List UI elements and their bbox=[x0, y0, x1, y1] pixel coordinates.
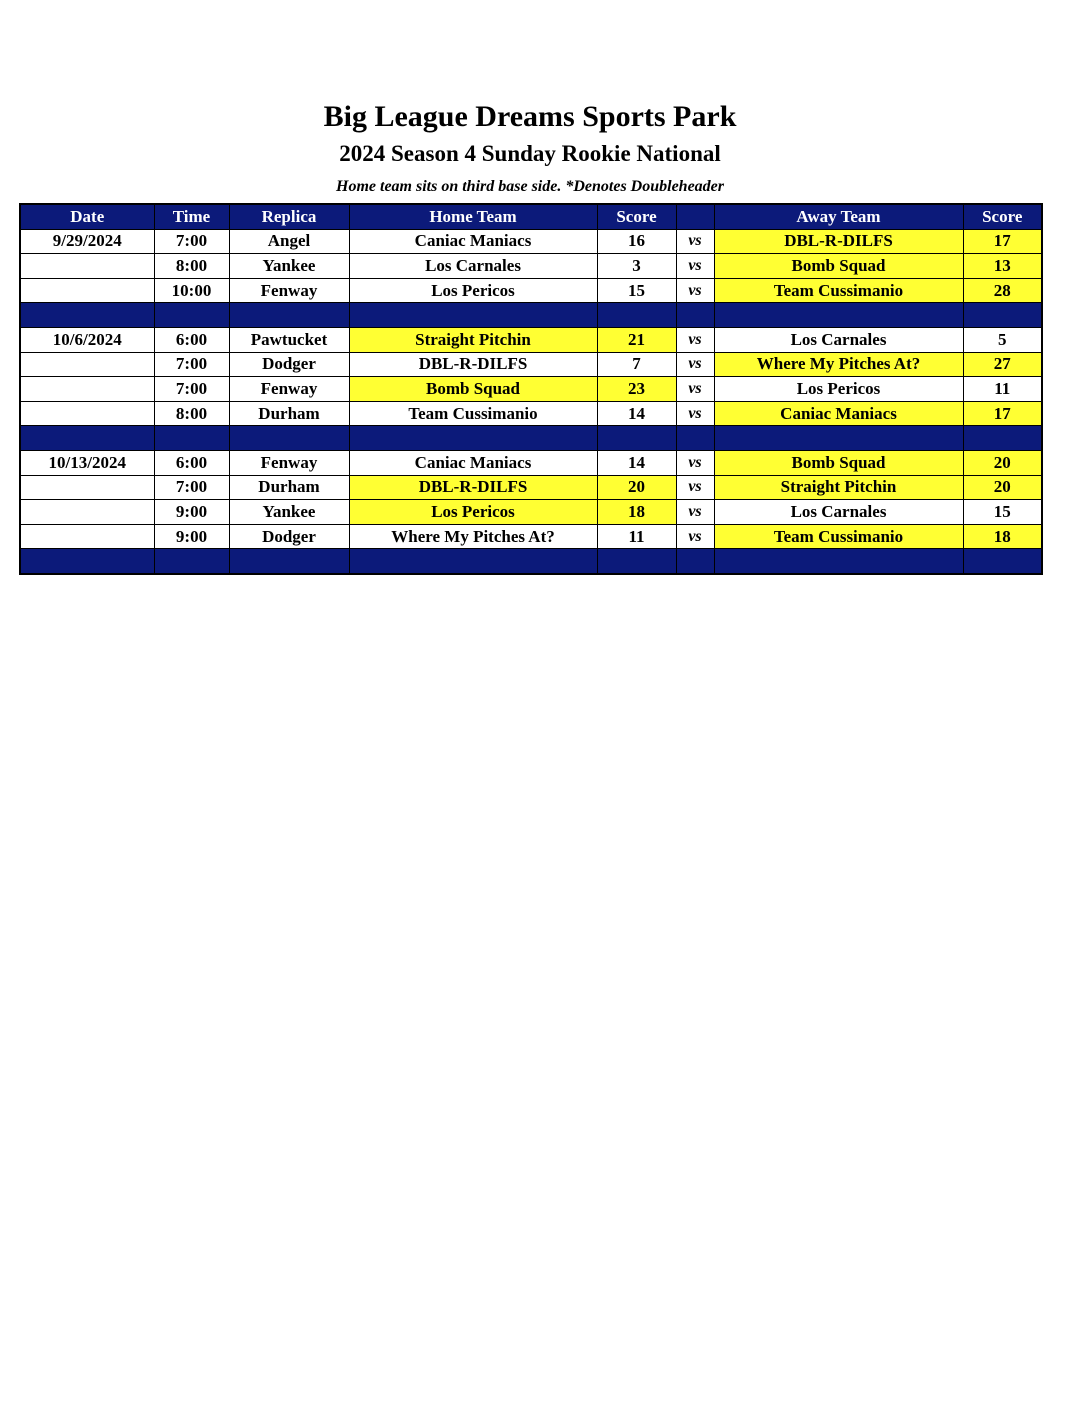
cell-away-score: 27 bbox=[963, 352, 1042, 377]
cell-date bbox=[20, 401, 154, 426]
separator-cell bbox=[349, 303, 597, 328]
cell-home-team: Los Pericos bbox=[349, 278, 597, 303]
separator-cell bbox=[597, 303, 676, 328]
cell-replica: Dodger bbox=[229, 524, 349, 549]
separator-cell bbox=[20, 426, 154, 451]
cell-away-team: Los Carnales bbox=[714, 327, 963, 352]
schedule-note: Home team sits on third base side. *Denotes Doubleheader bbox=[336, 178, 724, 195]
separator-cell bbox=[714, 549, 963, 574]
separator-cell bbox=[154, 303, 229, 328]
cell-away-team: Team Cussimanio bbox=[714, 524, 963, 549]
cell-replica: Dodger bbox=[229, 352, 349, 377]
cell-replica: Durham bbox=[229, 475, 349, 500]
cell-home-score: 7 bbox=[597, 352, 676, 377]
cell-vs: vs bbox=[676, 450, 714, 475]
cell-away-score: 17 bbox=[963, 229, 1042, 254]
table-row bbox=[20, 401, 1042, 426]
cell-home-team: Bomb Squad bbox=[349, 377, 597, 402]
separator-cell bbox=[154, 426, 229, 451]
cell-time: 8:00 bbox=[154, 401, 229, 426]
cell-date: 9/29/2024 bbox=[20, 229, 154, 254]
cell-date bbox=[20, 500, 154, 525]
cell-vs: vs bbox=[676, 475, 714, 500]
cell-date bbox=[20, 524, 154, 549]
table-row bbox=[20, 327, 1042, 352]
cell-away-team: Los Carnales bbox=[714, 500, 963, 525]
cell-away-team: DBL-R-DILFS bbox=[714, 229, 963, 254]
page-title: Big League Dreams Sports Park bbox=[323, 100, 737, 133]
cell-home-team: Los Carnales bbox=[349, 254, 597, 279]
separator-cell bbox=[349, 549, 597, 574]
cell-vs: vs bbox=[676, 278, 714, 303]
cell-time: 6:00 bbox=[154, 450, 229, 475]
separator-cell bbox=[154, 549, 229, 574]
cell-replica: Yankee bbox=[229, 500, 349, 525]
cell-time: 7:00 bbox=[154, 377, 229, 402]
separator-cell bbox=[20, 303, 154, 328]
cell-time: 8:00 bbox=[154, 254, 229, 279]
separator-cell bbox=[20, 549, 154, 574]
col-header-replica: Replica bbox=[229, 204, 349, 229]
cell-time: 10:00 bbox=[154, 278, 229, 303]
cell-home-score: 14 bbox=[597, 401, 676, 426]
separator-row bbox=[20, 426, 1042, 451]
table-row bbox=[20, 500, 1042, 525]
col-header-home-score: Score bbox=[597, 204, 676, 229]
cell-away-score: 18 bbox=[963, 524, 1042, 549]
cell-home-score: 20 bbox=[597, 475, 676, 500]
cell-time: 7:00 bbox=[154, 475, 229, 500]
table-row bbox=[20, 377, 1042, 402]
separator-cell bbox=[676, 549, 714, 574]
cell-home-score: 16 bbox=[597, 229, 676, 254]
cell-away-team: Straight Pitchin bbox=[714, 475, 963, 500]
separator-row bbox=[20, 549, 1042, 574]
cell-date bbox=[20, 377, 154, 402]
separator-cell bbox=[597, 549, 676, 574]
cell-time: 7:00 bbox=[154, 229, 229, 254]
cell-home-score: 11 bbox=[597, 524, 676, 549]
separator-cell bbox=[714, 426, 963, 451]
cell-home-team: Team Cussimanio bbox=[349, 401, 597, 426]
cell-away-score: 15 bbox=[963, 500, 1042, 525]
table-row bbox=[20, 229, 1042, 254]
separator-cell bbox=[676, 426, 714, 451]
cell-away-score: 20 bbox=[963, 450, 1042, 475]
cell-away-score: 13 bbox=[963, 254, 1042, 279]
cell-home-team: DBL-R-DILFS bbox=[349, 352, 597, 377]
separator-cell bbox=[676, 303, 714, 328]
cell-vs: vs bbox=[676, 524, 714, 549]
table-header-row bbox=[20, 204, 1042, 229]
separator-cell bbox=[229, 549, 349, 574]
table-row bbox=[20, 475, 1042, 500]
cell-away-team: Bomb Squad bbox=[714, 254, 963, 279]
cell-home-score: 14 bbox=[597, 450, 676, 475]
col-header-vs bbox=[676, 204, 714, 229]
cell-home-score: 3 bbox=[597, 254, 676, 279]
cell-vs: vs bbox=[676, 327, 714, 352]
cell-date: 10/13/2024 bbox=[20, 450, 154, 475]
cell-home-score: 18 bbox=[597, 500, 676, 525]
cell-away-score: 17 bbox=[963, 401, 1042, 426]
cell-vs: vs bbox=[676, 254, 714, 279]
cell-time: 9:00 bbox=[154, 500, 229, 525]
cell-away-score: 11 bbox=[963, 377, 1042, 402]
cell-replica: Durham bbox=[229, 401, 349, 426]
cell-away-score: 5 bbox=[963, 327, 1042, 352]
cell-vs: vs bbox=[676, 229, 714, 254]
cell-vs: vs bbox=[676, 352, 714, 377]
col-header-away-score: Score bbox=[963, 204, 1042, 229]
separator-row bbox=[20, 303, 1042, 328]
cell-time: 6:00 bbox=[154, 327, 229, 352]
separator-cell bbox=[349, 426, 597, 451]
col-header-time: Time bbox=[154, 204, 229, 229]
cell-away-team: Bomb Squad bbox=[714, 450, 963, 475]
separator-cell bbox=[229, 303, 349, 328]
separator-cell bbox=[229, 426, 349, 451]
col-header-home-team: Home Team bbox=[349, 204, 597, 229]
cell-away-score: 20 bbox=[963, 475, 1042, 500]
cell-away-team: Where My Pitches At? bbox=[714, 352, 963, 377]
schedule-table bbox=[19, 203, 1043, 575]
table-row bbox=[20, 524, 1042, 549]
cell-home-team: Straight Pitchin bbox=[349, 327, 597, 352]
cell-home-score: 23 bbox=[597, 377, 676, 402]
separator-cell bbox=[714, 303, 963, 328]
cell-replica: Fenway bbox=[229, 377, 349, 402]
cell-replica: Fenway bbox=[229, 450, 349, 475]
cell-vs: vs bbox=[676, 401, 714, 426]
cell-date bbox=[20, 278, 154, 303]
cell-away-team: Los Pericos bbox=[714, 377, 963, 402]
cell-home-team: Los Pericos bbox=[349, 500, 597, 525]
cell-away-team: Team Cussimanio bbox=[714, 278, 963, 303]
cell-date bbox=[20, 475, 154, 500]
cell-home-team: Caniac Maniacs bbox=[349, 450, 597, 475]
table-row bbox=[20, 352, 1042, 377]
cell-replica: Angel bbox=[229, 229, 349, 254]
separator-cell bbox=[597, 426, 676, 451]
separator-cell bbox=[963, 303, 1042, 328]
cell-date: 10/6/2024 bbox=[20, 327, 154, 352]
cell-away-team: Caniac Maniacs bbox=[714, 401, 963, 426]
cell-replica: Pawtucket bbox=[229, 327, 349, 352]
cell-away-score: 28 bbox=[963, 278, 1042, 303]
cell-replica: Fenway bbox=[229, 278, 349, 303]
cell-date bbox=[20, 352, 154, 377]
table-row bbox=[20, 254, 1042, 279]
table-row bbox=[20, 450, 1042, 475]
cell-replica: Yankee bbox=[229, 254, 349, 279]
cell-home-score: 21 bbox=[597, 327, 676, 352]
cell-home-team: Where My Pitches At? bbox=[349, 524, 597, 549]
cell-time: 7:00 bbox=[154, 352, 229, 377]
page-subtitle: 2024 Season 4 Sunday Rookie National bbox=[339, 141, 721, 166]
separator-cell bbox=[963, 549, 1042, 574]
col-header-away-team: Away Team bbox=[714, 204, 963, 229]
separator-cell bbox=[963, 426, 1042, 451]
table-row bbox=[20, 278, 1042, 303]
cell-home-team: DBL-R-DILFS bbox=[349, 475, 597, 500]
cell-home-score: 15 bbox=[597, 278, 676, 303]
cell-date bbox=[20, 254, 154, 279]
cell-vs: vs bbox=[676, 500, 714, 525]
cell-vs: vs bbox=[676, 377, 714, 402]
cell-time: 9:00 bbox=[154, 524, 229, 549]
cell-home-team: Caniac Maniacs bbox=[349, 229, 597, 254]
col-header-date: Date bbox=[20, 204, 154, 229]
